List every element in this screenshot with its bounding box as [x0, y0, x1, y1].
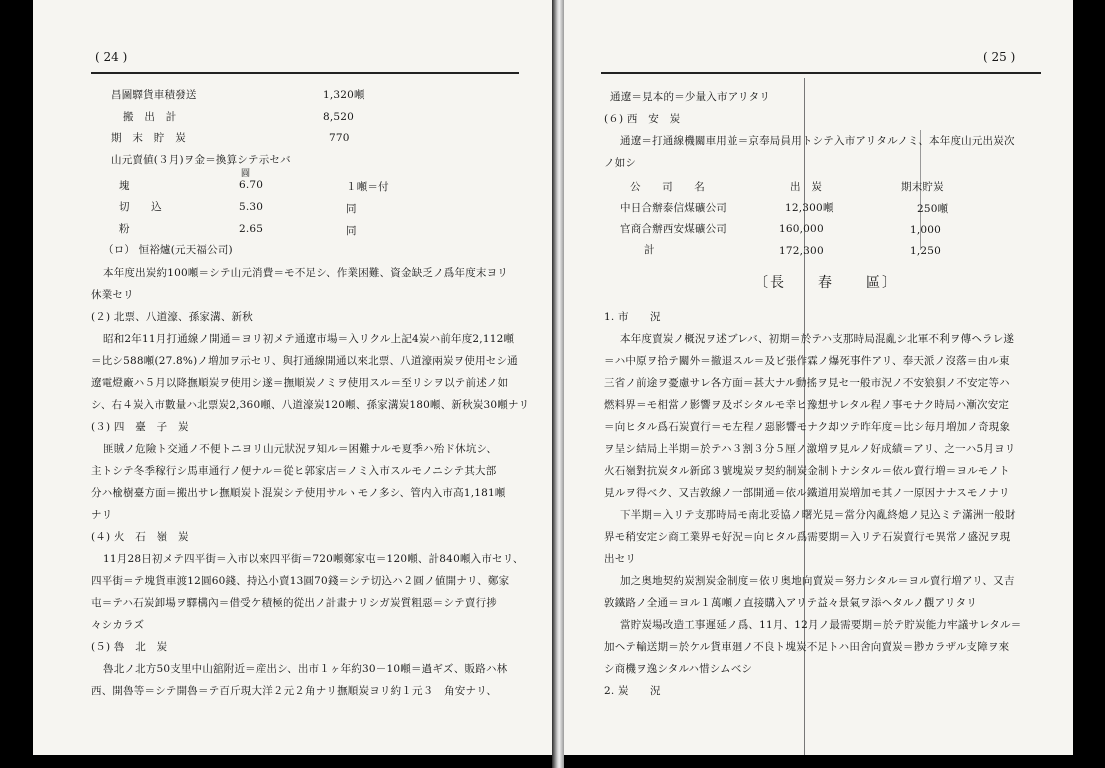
page-number-right: ( 25 ): [983, 50, 1016, 64]
book-gutter: [552, 0, 564, 768]
table-row-output-0: 12,300噸: [785, 202, 834, 214]
right-page: [564, 0, 1073, 755]
section-2-heading: (２) 北票、八道濠、孫家溝、新秋: [91, 311, 253, 323]
table-header-stock: 期末貯炭: [901, 181, 944, 193]
table-row-stock-1: 1,000: [910, 224, 942, 236]
sec5-line-0: 魯北ノ北方50支里中山舘附近＝産出シ、出市１ヶ年約30－10噸＝過ギズ、販路ハ林: [103, 663, 508, 675]
ro-line-1: 休業セリ: [91, 289, 134, 301]
section-5-heading: (５) 魯 北 炭: [91, 641, 168, 653]
sub1-heading: 1. 市 況: [604, 311, 661, 323]
sub1-line-1: ＝ハ中原ヲ拾テ關外＝撤退スル＝及ビ張作霖ノ爆死事件アリ、奉天派ノ沒落＝由ル東: [604, 355, 1010, 367]
sec6-line-1: ノ如シ: [604, 157, 637, 169]
sub1-line-5: ヲ呈シ結局上半期＝於テハ３割３分５厘ノ激増ヲ見ルノ好成績＝アリ、之一ハ5月ヨリ: [604, 443, 1016, 455]
sec4-line-0: 11月28日初メテ四平街＝入市以來四平街＝720噸鄭家屯＝120噸、計840噸入市セリ、: [103, 553, 524, 565]
price-item-2: 粉: [119, 223, 130, 235]
price-note-1: 同: [346, 203, 357, 215]
sub1-line-12: 敦鐵路ノ全通＝ヨル１萬噸ノ直接購入アリテ益々景氣ヲ添ヘタルノ觀アリタリ: [604, 597, 978, 609]
table1-value-2: 770: [329, 132, 350, 144]
table1-label-1: 搬 出 計: [123, 111, 177, 123]
sub2-heading: 2. 炭 況: [604, 685, 661, 697]
table1-label-2: 期 末 貯 炭: [111, 132, 186, 144]
table1-value-0: 1,320噸: [323, 89, 365, 101]
sub1-line-9: 界モ稍安定シ商工業界モ好況＝向ヒタル爲需要期＝入リテ石炭賣行モ異常ノ盛況ヲ現: [604, 531, 1011, 543]
price-note-2: 同: [346, 225, 357, 237]
table-header-company: 公 司 名: [630, 181, 705, 193]
sub1-line-11: 加之奥地契約炭割炭金制度＝依リ奥地向賣炭＝努力シタル＝ヨル賣行増アリ、又吉: [620, 575, 1015, 587]
table-row-company-1: 官商合辦西安煤礦公司: [620, 223, 727, 235]
sec2-line-3: シ、右４炭入市數量ハ北票炭2,360噸、八道濠炭120噸、孫家溝炭180噸、新秋炭30噸ナリ: [91, 399, 530, 411]
table-row-company-0: 中日合辦泰信煤礦公司: [620, 202, 727, 214]
price-note-0: １噸＝付: [346, 181, 389, 193]
ro-line-0: 本年度出炭約100噸＝シテ山元消費＝モ不足シ、作業困難、資金缺乏ノ爲年度末ヨリ: [103, 267, 508, 279]
price-heading: 山元賣値(３月)ヲ金＝換算シテ示セバ: [111, 154, 291, 166]
table-row-output-1: 160,000: [779, 223, 824, 235]
header-rule-left: [91, 72, 519, 74]
table-row-output-2: 172,300: [779, 245, 824, 257]
price-value-0: 6.70: [239, 179, 264, 191]
sub1-line-2: 三省ノ前途ヲ憂慮サレ各方面＝甚大ナル動搖ヲ見セ一般市況ノ不安狼狽ノ不安定等ハ: [604, 377, 1010, 389]
sec2-line-2: 遼電燈廠ハ５月以降撫順炭ヲ使用シ遂＝撫順炭ノミヲ使用スル＝至リシヲ以テ前述ノ如: [91, 377, 509, 389]
sub1-line-15: シ商機ヲ逸シタルハ惜シムベシ: [604, 663, 753, 675]
sub1-line-6: 火石嶺對抗炭タル新邱３號塊炭ヲ契約制炭金制トナシタル＝依ル賣行増＝ヨルモノト: [604, 465, 1010, 477]
table1-label-0: 昌圖驛貨車積發送: [111, 89, 197, 101]
section-6-heading: (６) 西 安 炭: [604, 113, 681, 125]
sub1-line-10: 出セリ: [604, 553, 637, 565]
price-item-1: 切 込: [119, 201, 162, 213]
sub1-line-8: 下半期＝入リテ支那時局モ南北妥協ノ曙光見＝當分內亂終熄ノ見込ミテ滿洲一般財: [620, 509, 1016, 521]
sub1-line-4: ＝向ヒタル爲石炭賣行＝モ左程ノ惡影響モナク却ツテ昨年度＝比シ毎月増加ノ奇現象: [604, 421, 1011, 433]
table-row-stock-0: 250噸: [917, 203, 949, 215]
page-number-left: ( 24 ): [95, 50, 128, 64]
sub1-line-3: 燃料界＝モ相當ノ影響ヲ及ボシタルモ幸ヒ豫想サレタル程ノ事モナク時局ハ漸次安定: [604, 399, 1010, 411]
sub1-line-0: 本年度賣炭ノ概況ヲ述ブレバ、初期＝於テハ支那時局混亂シ北軍不利ヲ傳ヘラレ遂: [620, 333, 1015, 345]
header-rule-right: [601, 72, 1041, 74]
sub1-line-13: 當貯炭場改造工事遲延ノ爲、11月、12月ノ最需要期＝於テ貯炭能力牢議サレタル＝: [620, 619, 1022, 631]
sec4-line-2: 屯＝テハ石炭卸場ヲ驛構內＝借受ケ積極的從出ノ計畫ナリシガ炭質粗惡＝シテ賣行捗: [91, 597, 497, 609]
sec4-line-1: 四平街＝テ塊貨車渡12圓60錢、持込小賣13圓70錢＝シテ切込ハ２圓ノ値開ナリ、鄭家: [91, 575, 510, 587]
section-4-heading: (４) 火 石 嶺 炭: [91, 531, 189, 543]
sec2-line-0: 昭和2年11月打通線ノ開通＝ヨリ初メテ通遼市場＝入リクル上記4炭ハ前年度2,112噸: [103, 333, 515, 345]
table-row-company-2: 計: [644, 244, 655, 256]
top-line: 通遼＝見本的＝少量入市アリタリ: [610, 91, 771, 103]
table-row-stock-2: 1,250: [910, 245, 942, 257]
price-unit: 圓: [241, 169, 251, 179]
left-page: [33, 0, 552, 755]
sec3-line-0: 匪賊ノ危險ト交通ノ不便トニヨリ山元狀況ヲ知ル＝困難ナルモ夏季ハ殆ド休坑シ、: [103, 443, 498, 455]
sec3-line-1: 主トシテ冬季稼行シ馬車通行ノ便ナル＝從ヒ郭家店＝ノミ入市スルモノニシテ其大部: [91, 465, 497, 477]
sec5-line-1: 西、開魯等＝シテ開魯＝テ百斤現大洋２元２角ナリ撫順炭ヨリ約１元３ 角安ナリ、: [91, 685, 498, 697]
section-3-heading: (３) 四 臺 子 炭: [91, 421, 189, 433]
sec4-line-3: 々シカラズ: [91, 619, 145, 631]
sub1-line-14: 加ヘテ輸送期＝於ケル貨車廻ノ不良ト塊炭不足トハ田舍向賣炭＝尠カラザル支障ヲ來: [604, 641, 1010, 653]
sec3-line-2: 分ハ楡樹臺方面＝搬出サレ撫順炭ト混炭シテ使用サルヽモノ多シ、管内入市高1,181噸: [91, 487, 506, 499]
table-header-output: 出 炭: [790, 181, 823, 193]
district-title: 〔長 春 區〕: [754, 275, 898, 291]
sub1-line-7: 見ルヲ得ベク、又吉敦線ノ一部開通＝依ル鐵道用炭増加モ其ノ一原因ナナスモノナリ: [604, 487, 1010, 499]
price-value-2: 2.65: [239, 223, 264, 235]
price-value-1: 5.30: [239, 201, 264, 213]
price-item-0: 塊: [119, 180, 130, 192]
sec6-line-0: 通遼＝打通線機關車用並＝京奉局員用トシテ入市アリタルノミ、本年度山元出炭次: [620, 135, 1015, 147]
sec3-line-3: ナリ: [91, 509, 113, 521]
table1-value-1: 8,520: [323, 111, 355, 123]
section-ro-heading: （ロ） 恒裕爐(元天福公司): [103, 244, 233, 256]
sec2-line-1: ＝比シ588噸(27.8%)ノ増加ヲ示セリ、與打通線開通以來北票、八道濠兩炭ヲ使用セシ通: [91, 355, 518, 367]
